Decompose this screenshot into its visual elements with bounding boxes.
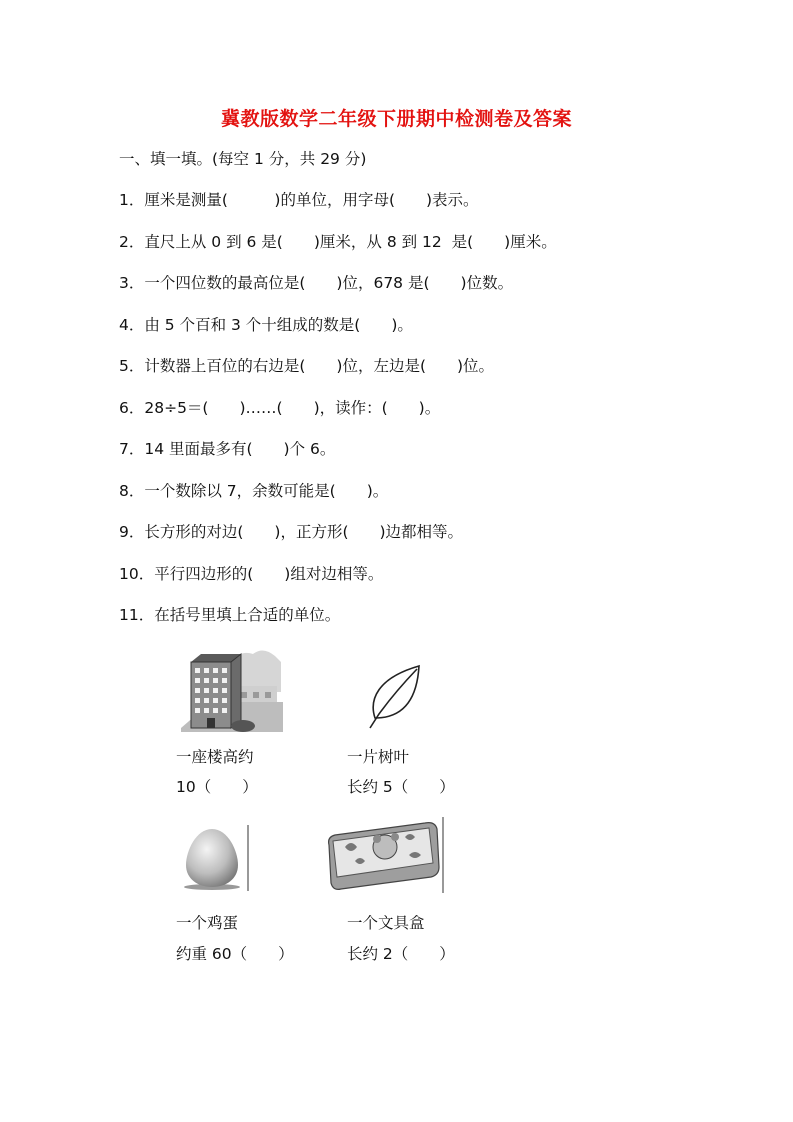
question-2: 2．直尺上从 0 到 6 是( )厘米，从 8 到 12 是( )厘米。 <box>119 233 557 251</box>
question-7: 7．14 里面最多有( )个 6。 <box>119 440 336 458</box>
pencil-box-caption-line1: 一个文具盒 <box>347 914 425 932</box>
section-heading: 一、填一填。(每空 1 分，共 29 分) <box>119 150 367 168</box>
pencil-box-icon <box>325 817 445 893</box>
egg-caption-line1: 一个鸡蛋 <box>176 914 239 932</box>
pencil-box-caption-line2: 长约 2（ ） <box>347 945 455 963</box>
question-8: 8．一个数除以 7，余数可能是( )。 <box>119 482 389 500</box>
leaf-caption-line1: 一片树叶 <box>347 748 410 766</box>
question-9: 9．长方形的对边( )，正方形( )边都相等。 <box>119 523 464 541</box>
page-title: 冀教版数学二年级下册期中检测卷及答案 <box>220 108 572 130</box>
question-4: 4．由 5 个百和 3 个十组成的数是( )。 <box>119 316 413 334</box>
question-3: 3．一个四位数的最高位是( )位，678 是( )位数。 <box>119 274 514 292</box>
leaf-caption-line2: 长约 5（ ） <box>347 778 455 796</box>
question-5: 5．计数器上百位的右边是( )位，左边是( )位。 <box>119 357 495 375</box>
leaf-icon <box>367 660 423 730</box>
question-6: 6．28÷5＝( )……( )，读作：( )。 <box>119 399 441 417</box>
building-caption-line2: 10（ ） <box>176 778 258 796</box>
question-11: 11．在括号里填上合适的单位。 <box>119 606 341 624</box>
building-icon <box>181 642 283 732</box>
building-caption-line1: 一座楼高约 <box>176 748 254 766</box>
egg-icon <box>178 825 250 891</box>
egg-caption-line2: 约重 60（ ） <box>176 945 294 963</box>
question-10: 10．平行四边形的( )组对边相等。 <box>119 565 384 583</box>
question-1: 1．厘米是测量( )的单位，用字母( )表示。 <box>119 191 479 209</box>
